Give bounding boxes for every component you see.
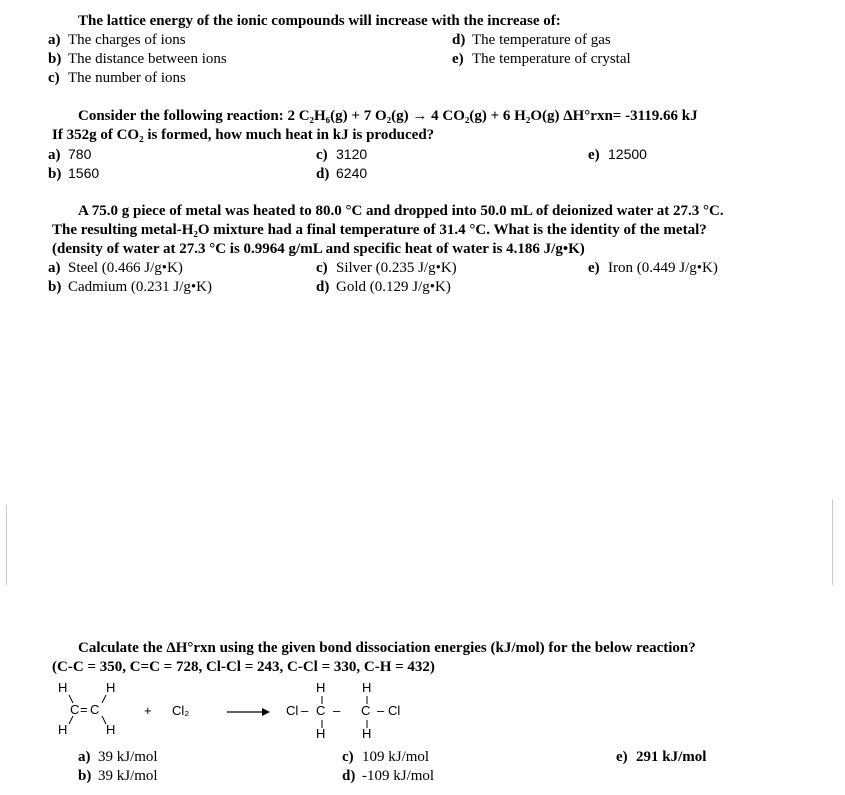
q4-option-d [342,767,434,785]
product-c-left: C [316,703,326,718]
q3-option-a-label: a) [48,260,61,276]
q2-option-e [588,145,647,164]
product-h-top-right: H [362,680,372,695]
q1-option-b [48,50,227,68]
ethene-double-bond: = [80,702,88,717]
q4-option-d-text: -109 kJ/mol [362,768,435,784]
q4-option-d-label: d) [342,768,356,784]
product-bond-3: – [377,703,385,718]
ethene-h-bottom-right: H [106,722,116,737]
q1-option-b-label: b) [48,51,62,67]
q3-option-a-text: Steel (0.466 J/g•K) [68,260,183,276]
q4-option-a-text: 39 kJ/mol [98,749,158,765]
q4-line2: (C-C = 350, C=C = 728, Cl-Cl = 243, C-Cl = 330, C-H = 432) [52,659,435,675]
q1-option-b-text: The distance between ions [68,51,227,67]
q3-option-d-text: Gold (0.129 J/g•K) [336,279,451,295]
q1-option-c [48,69,186,87]
q3-option-c-text: Silver (0.235 J/g•K) [336,260,457,276]
q1-option-d-text: The temperature of gas [472,32,611,48]
q4-option-e [616,748,706,766]
ethene-h-top-left: H [58,680,68,695]
product-cl-right: Cl [388,703,401,718]
q2-option-b [48,164,99,183]
ethene-h-bottom-left: H [58,722,68,737]
page-edge-left [6,505,7,585]
page-edge-right [832,500,833,585]
q2-option-b-label: b) [48,166,62,182]
product-h-bottom-right: H [362,726,372,741]
q2-option-c-label: c) [316,147,328,163]
q3-line2: The resulting metal-H₂O mixture had a final temperature of 31.4 °C. What is the identity of the metal? [52,222,707,238]
q2-option-a-text: 780 [68,146,92,162]
product-bond-1: – [301,703,309,718]
q1-option-e [452,50,631,68]
q4-option-c-text: 109 kJ/mol [362,749,430,765]
q3-option-e [588,259,718,277]
q3-option-b [48,278,212,296]
q2-option-b-text: 1560 [68,165,100,181]
q2-option-c-text: 3120 [336,146,368,162]
q2-option-c [316,145,367,164]
q4-option-c [342,748,429,766]
q1-option-c-label: c) [48,70,60,86]
chlorine-reactant: Cl₂ [172,703,190,718]
product-h-bottom-left: H [316,726,326,741]
q1-option-a-text: The charges of ions [68,32,186,48]
product-c-right: C [361,703,371,718]
q1-option-c-text: The number of ions [68,70,186,86]
q1-stem: The lattice energy of the ionic compounds will increase with the increase of: [78,13,561,29]
q4-option-a-label: a) [78,749,91,765]
reaction-diagram [40,676,460,746]
q4-option-b-text: 39 kJ/mol [98,768,158,784]
ethene-h-top-right: H [106,680,116,695]
q1-option-e-text: The temperature of crystal [472,51,631,67]
q2-option-e-text: 12500 [608,146,647,162]
q1-option-a [48,31,186,49]
product-h-top-left: H [316,680,326,695]
bond-h-c-upper-right [102,695,106,703]
q3-option-d [316,278,451,296]
q2-option-d-text: 6240 [336,165,368,181]
q4-option-e-label: e) [616,749,628,765]
q1-option-e-label: e) [452,51,464,67]
q4-option-b [78,767,158,785]
q3-option-e-text: Iron (0.449 J/g•K) [608,260,718,276]
reaction-plus: + [144,703,152,718]
q4-option-b-label: b) [78,768,92,784]
q4-option-a [78,748,158,766]
q3-option-e-label: e) [588,260,600,276]
q3-option-b-label: b) [48,279,62,295]
q3-option-b-text: Cadmium (0.231 J/g•K) [68,279,212,295]
q4-option-c-label: c) [342,749,354,765]
q1-option-d-label: d) [452,32,466,48]
q4-line1: Calculate the ΔH°rxn using the given bond dissociation energies (kJ/mol) for the below reaction? [78,640,696,656]
q2-option-e-label: e) [588,147,600,163]
q3-option-d-label: d) [316,279,330,295]
q2-option-d-label: d) [316,166,330,182]
reaction-arrow-head [262,708,270,716]
product-bond-2: – [333,703,341,718]
q3-option-c [316,259,457,277]
product-cl-left: Cl [286,703,299,718]
q3-option-a [48,259,183,277]
q2-option-a [48,145,91,164]
ethene-c-right: C [90,702,100,717]
q2-equation: 2 C₂H₆(g) + 7 O₂(g) → 4 CO₂(g) + 6 H₂O(g) ΔH°rxn= -3119.66 kJ [287,108,698,124]
ethene-c-left: C [70,702,80,717]
q3-line1: A 75.0 g piece of metal was heated to 80.0 °C and dropped into 50.0 mL of deionized water at 27.3 °C. [78,203,724,219]
bond-h-c-lower-left [69,716,73,724]
q2-option-a-label: a) [48,147,61,163]
q2-stem-intro: Consider the following reaction: [78,108,284,124]
q1-option-d [452,31,611,49]
q2-question: If 352g of CO₂ is formed, how much heat in kJ is produced? [52,127,435,143]
q2-option-d [316,164,367,183]
q3-option-c-label: c) [316,260,328,276]
q3-line3: (density of water at 27.3 °C is 0.9964 g/mL and specific heat of water is 4.186 J/g•K) [52,241,585,257]
q2-stem [78,107,698,125]
q1-option-a-label: a) [48,32,61,48]
q4-option-e-text: 291 kJ/mol [636,749,707,765]
